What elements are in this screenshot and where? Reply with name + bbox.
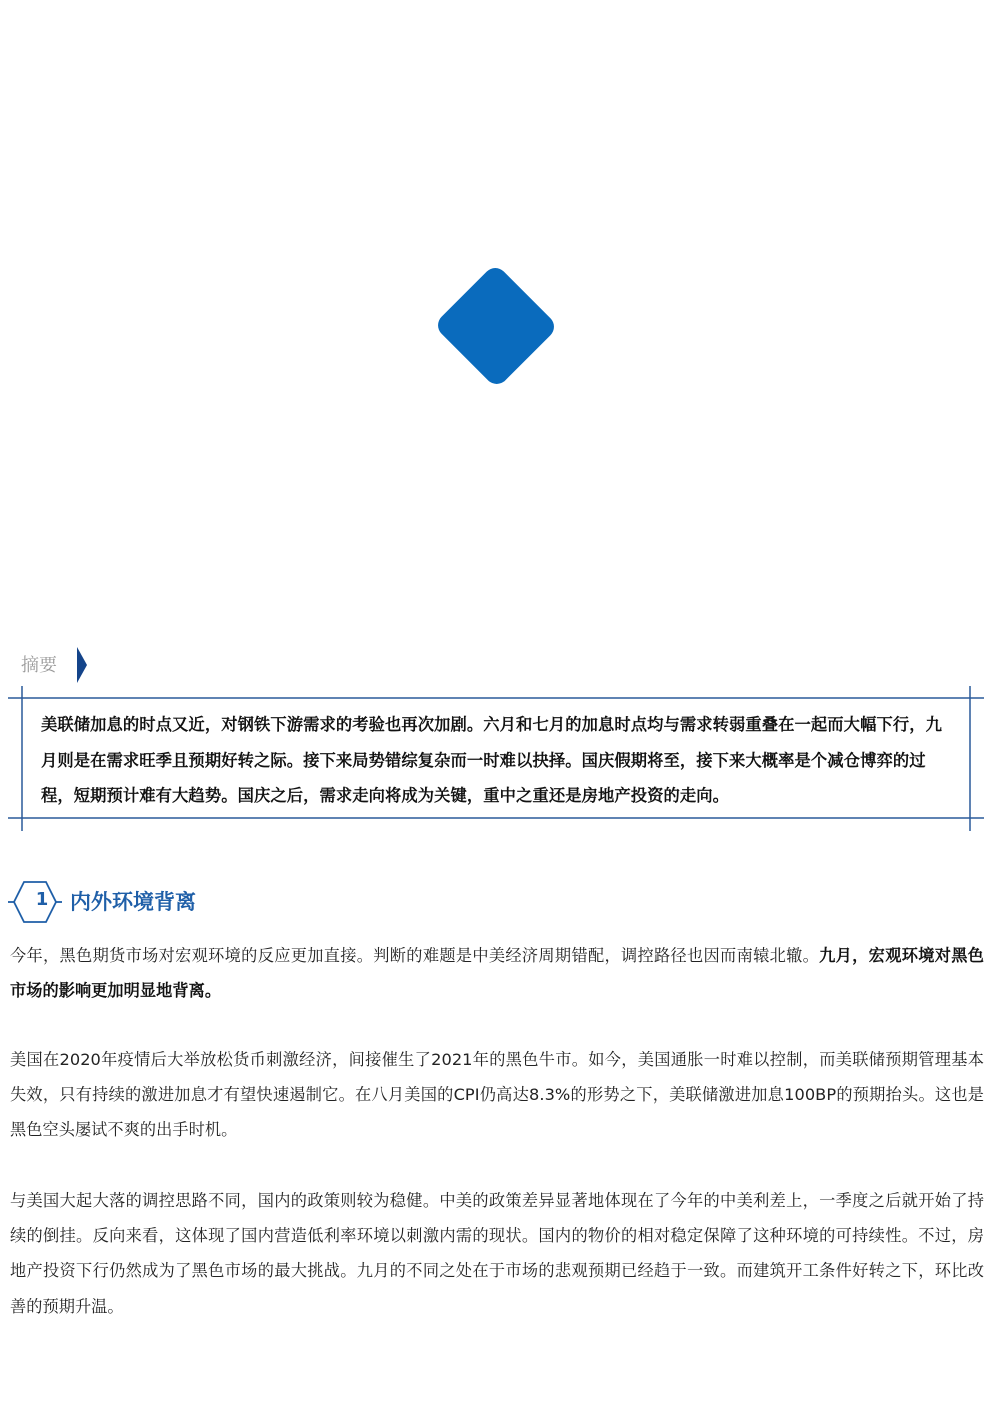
section-title: 内外环境背离 [70,890,196,914]
chevron-right-icon [75,645,89,685]
paragraph-1 [10,938,984,1008]
diamond-logo-icon [424,255,568,397]
section-number: 1 [35,889,49,910]
paragraph-1-text: 今年，黑色期货市场对宏观环境的反应更加直接。判断的难题是中美经济周期错配，调控路径也因而南辕北辙。 [10,946,820,965]
abstract-label: 摘要 [21,655,57,676]
paragraph-1-emphasis: 九月，宏观环境对黑色市场的影响更加明显地背离。 [10,946,984,1001]
paragraph-3: 与美国大起大落的调控思路不同，国内的政策则较为稳健。中美的政策差异显著地体现在了今年的中美利差上，一季度之后就开始了持续的倒挂。反向来看，这体现了国内营造低利率环境以刺激内需的现状。国内的物价的相对稳定保障了这种环境的可持续性。不过，房地产投资下行仍然成为了黑色市场的最大挑战。九月的不同之处在于市场的悲观预期已经趋于一致。而建筑开工条件好转之下，环比改善的预期升温。 [10,1191,984,1316]
abstract-text: 美联储加息的时点又近，对钢铁下游需求的考验也再次加剧。六月和七月的加息时点均与需求转弱重叠在一起而大幅下行，九月则是在需求旺季且预期好转之际。接下来局势错综复杂而一时难以抉择。国庆假期将至，接下来大概率是个减仓博弈的过程，短期预计难有大趋势。国庆之后，需求走向将成为关键，重中之重还是房地产投资的走向。 [41,715,942,805]
paragraph-2: 美国在2020年疫情后大举放松货币刺激经济，间接催生了2021年的黑色牛市。如今，美国通胀一时难以控制，而美联储预期管理基本失效，只有持续的激进加息才有望快速遏制它。在八月美国的CPI仍高达8.3%的形势之下，美联储激进加息100BP的预期抬头。这也是黑色空头屡试不爽的出手时机。 [10,1050,984,1140]
